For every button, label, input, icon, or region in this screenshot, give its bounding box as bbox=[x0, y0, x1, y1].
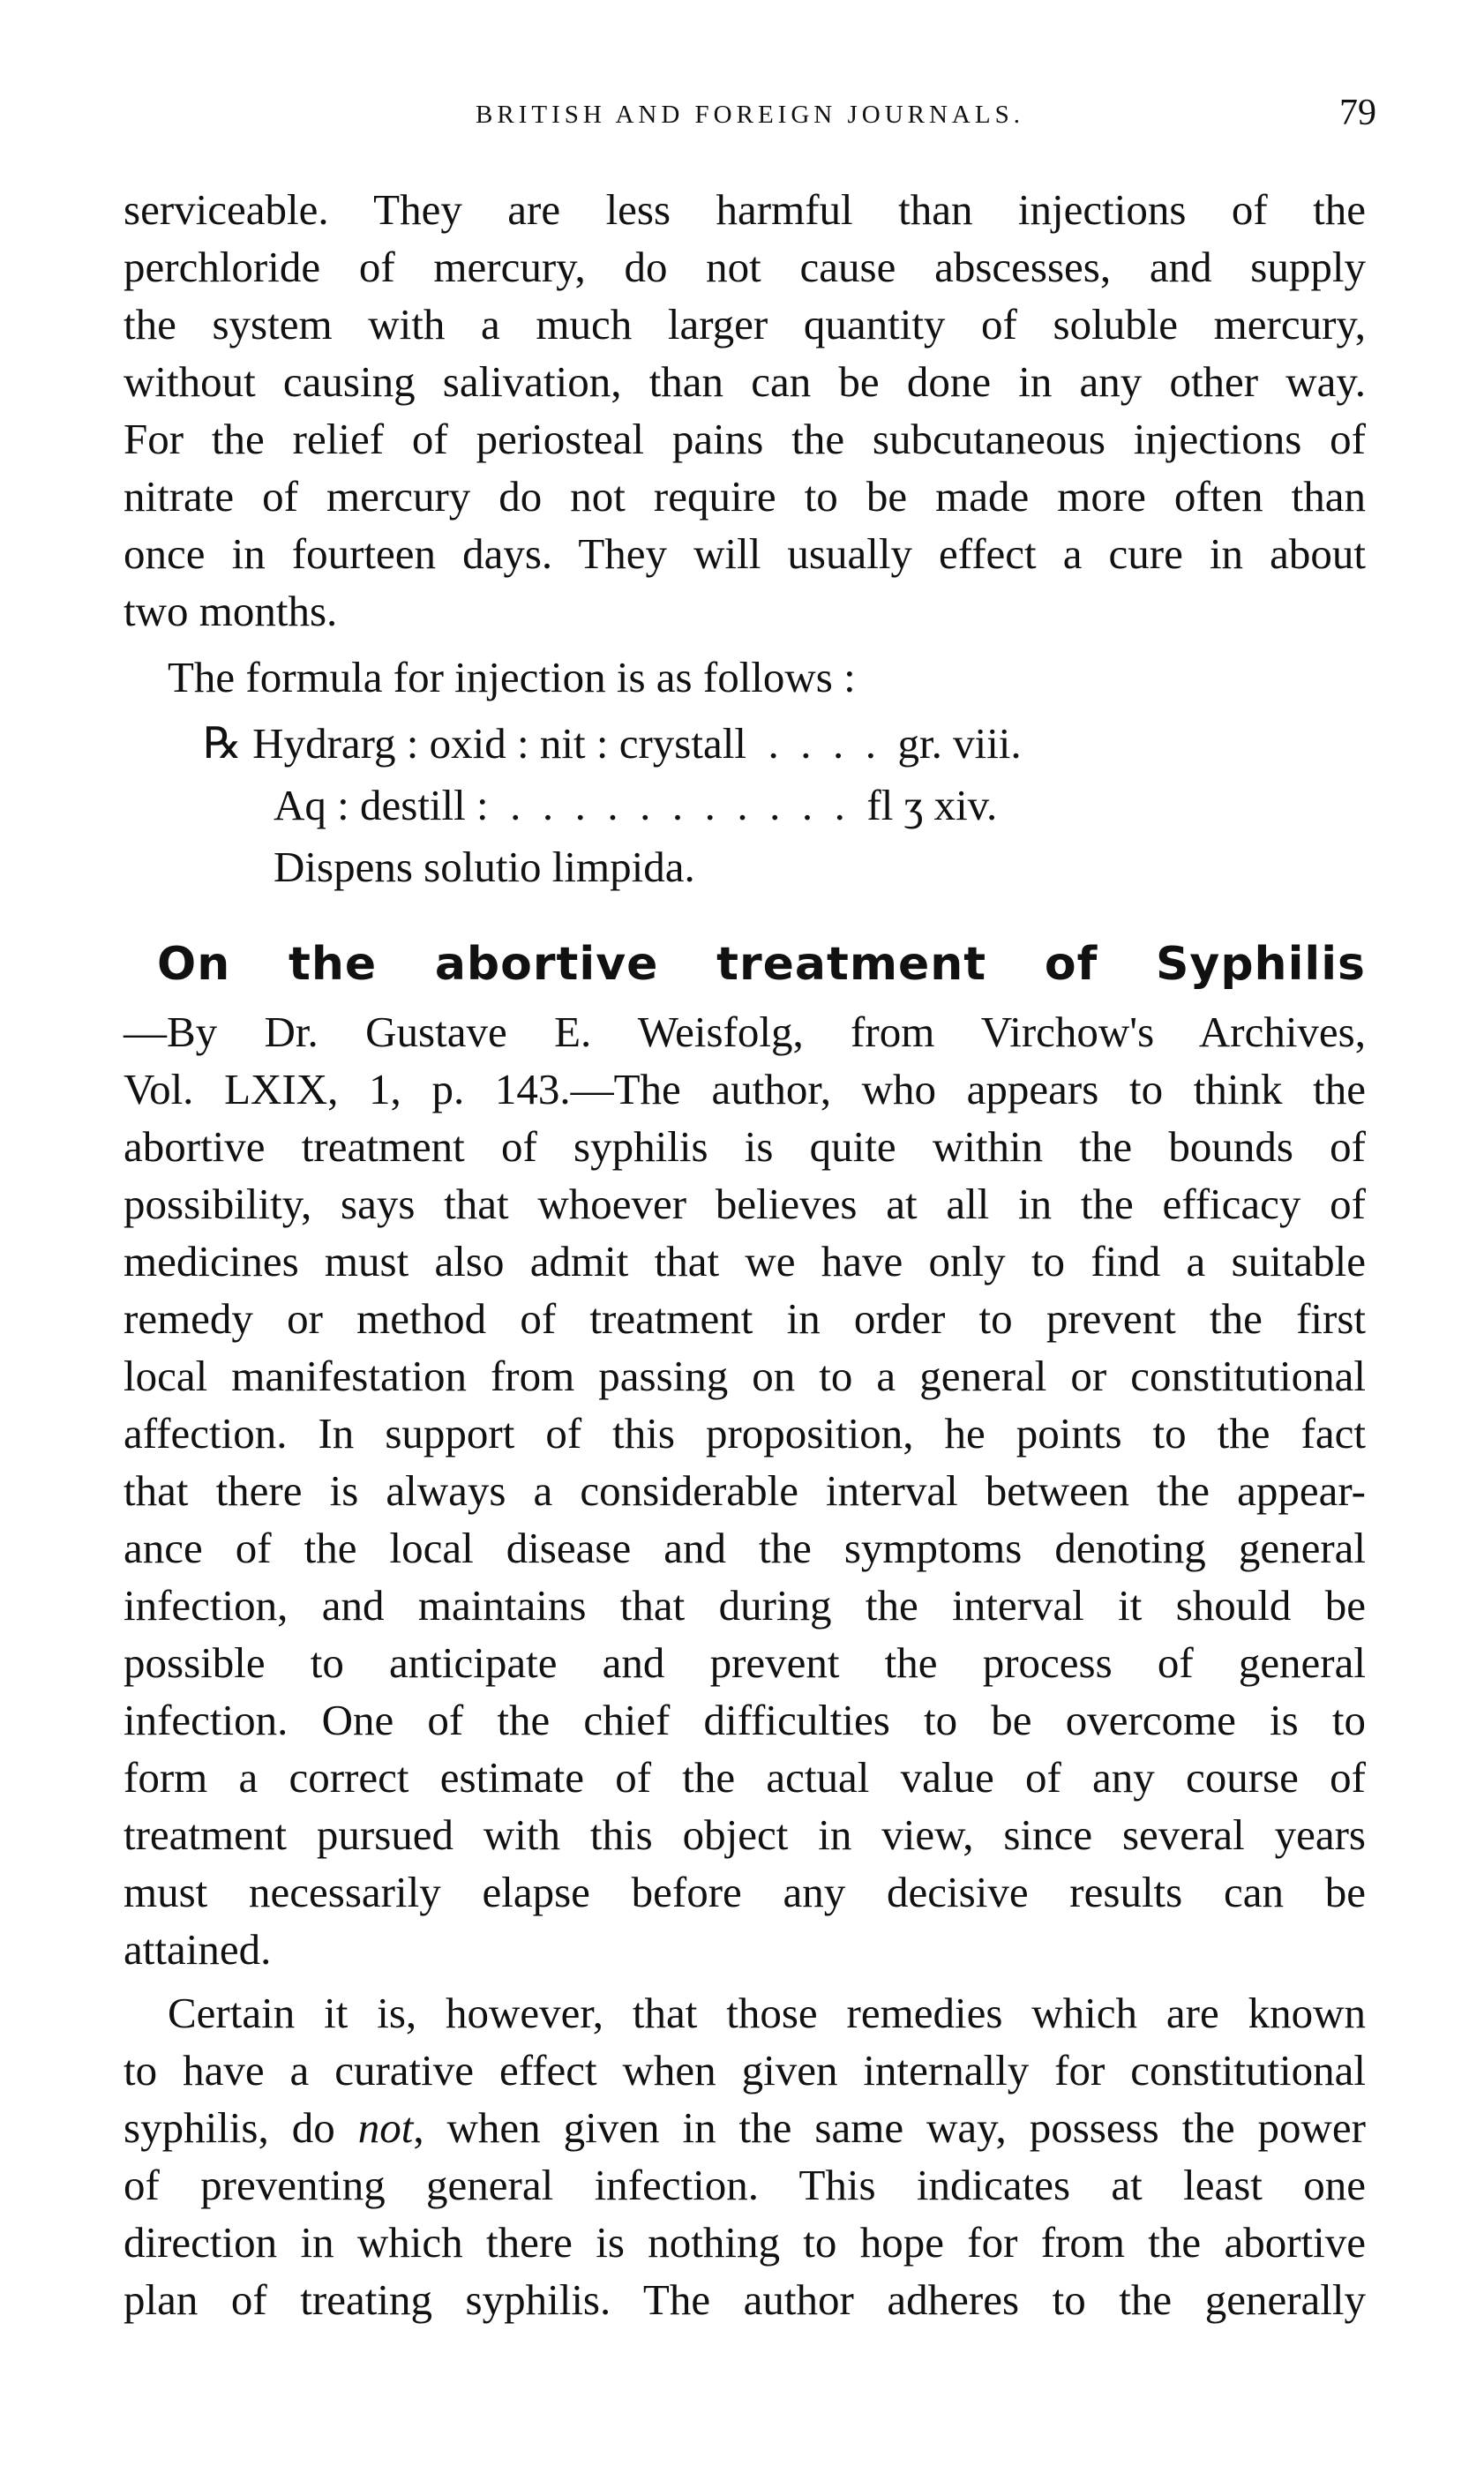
body-line: once in fourteen days. They will usually effect a cure in about bbox=[124, 529, 1366, 578]
body-line: remedy or method of treatment in order to prevent the first bbox=[124, 1294, 1366, 1343]
body-line: local manifestation from passing on to a general or constitutional bbox=[124, 1352, 1366, 1400]
body-line: medicines must also admit that we have only to find a suitable bbox=[124, 1237, 1366, 1285]
body-line: perchloride of mercury, do not cause abscesses, and supply bbox=[124, 243, 1366, 291]
page-number: 79 bbox=[1339, 93, 1376, 133]
body-line: must necessarily elapse before any decisive results can be bbox=[124, 1868, 1366, 1916]
formula-line: Dispens solutio limpida. bbox=[274, 843, 695, 891]
body-line: form a correct estimate of the actual value of any course of bbox=[124, 1753, 1366, 1802]
body-line: possible to anticipate and prevent the process of general bbox=[124, 1638, 1366, 1687]
body-line: attained. bbox=[124, 1925, 272, 1974]
text-run: , when given in the same way, possess the power bbox=[413, 2103, 1367, 2152]
body-line: affection. In support of this proposition, he points to the fact bbox=[124, 1409, 1366, 1458]
body-line: Vol. LXIX, 1, p. 143.—The author, who appears to think the bbox=[124, 1065, 1366, 1113]
text-run: syphilis, do bbox=[124, 2103, 358, 2152]
body-line: plan of treating syphilis. The author adheres to the generally bbox=[124, 2275, 1366, 2324]
body-line: possibility, says that whoever believes at all in the efficacy of bbox=[124, 1180, 1366, 1228]
body-line: Certain it is, however, that those remedies which are known bbox=[168, 1989, 1366, 2037]
formula-line: ℞ Hydrarg : oxid : nit : crystall . . . . gr. viii. bbox=[203, 719, 1022, 768]
body-line: direction in which there is nothing to hope for from the abortive bbox=[124, 2218, 1366, 2267]
formula-line: Aq : destill : . . . . . . . . . . . fl ʒ xiv. bbox=[274, 781, 998, 829]
page-header bbox=[124, 92, 1376, 145]
body-line: treatment pursued with this object in view, since several years bbox=[124, 1810, 1366, 1859]
body-line: infection. One of the chief difficulties to be overcome is to bbox=[124, 1696, 1366, 1744]
body-line: abortive treatment of syphilis is quite within the bounds of bbox=[124, 1122, 1366, 1171]
body-line: to have a curative effect when given internally for constitutional bbox=[124, 2046, 1366, 2095]
body-line: that there is always a considerable interval between the appear- bbox=[124, 1466, 1366, 1515]
body-line: two months. bbox=[124, 587, 338, 635]
body-line: without causing salivation, than can be done in any other way. bbox=[124, 357, 1366, 406]
body-line: infection, and maintains that during the interval it should be bbox=[124, 1581, 1366, 1630]
running-head: BRITISH AND FOREIGN JOURNALS. bbox=[476, 101, 1024, 129]
body-line bbox=[124, 2100, 1366, 2156]
emphasis-text: not bbox=[357, 2103, 414, 2152]
body-line: serviceable. They are less harmful than injections of the bbox=[124, 185, 1366, 234]
body-line: —By Dr. Gustave E. Weisfolg, from Virchow's Archives, bbox=[124, 1008, 1366, 1056]
body-line: ance of the local disease and the symptoms denoting general bbox=[124, 1524, 1366, 1572]
formula-intro: The formula for injection is as follows : bbox=[168, 653, 856, 701]
body-line: the system with a much larger quantity of soluble mercury, bbox=[124, 300, 1366, 348]
section-title: On the abortive treatment of Syphilis bbox=[157, 938, 1366, 991]
body-line: For the relief of periosteal pains the subcutaneous injections of bbox=[124, 415, 1366, 463]
body-line: of preventing general infection. This indicates at least one bbox=[124, 2161, 1366, 2209]
body-line: nitrate of mercury do not require to be made more often than bbox=[124, 472, 1366, 521]
